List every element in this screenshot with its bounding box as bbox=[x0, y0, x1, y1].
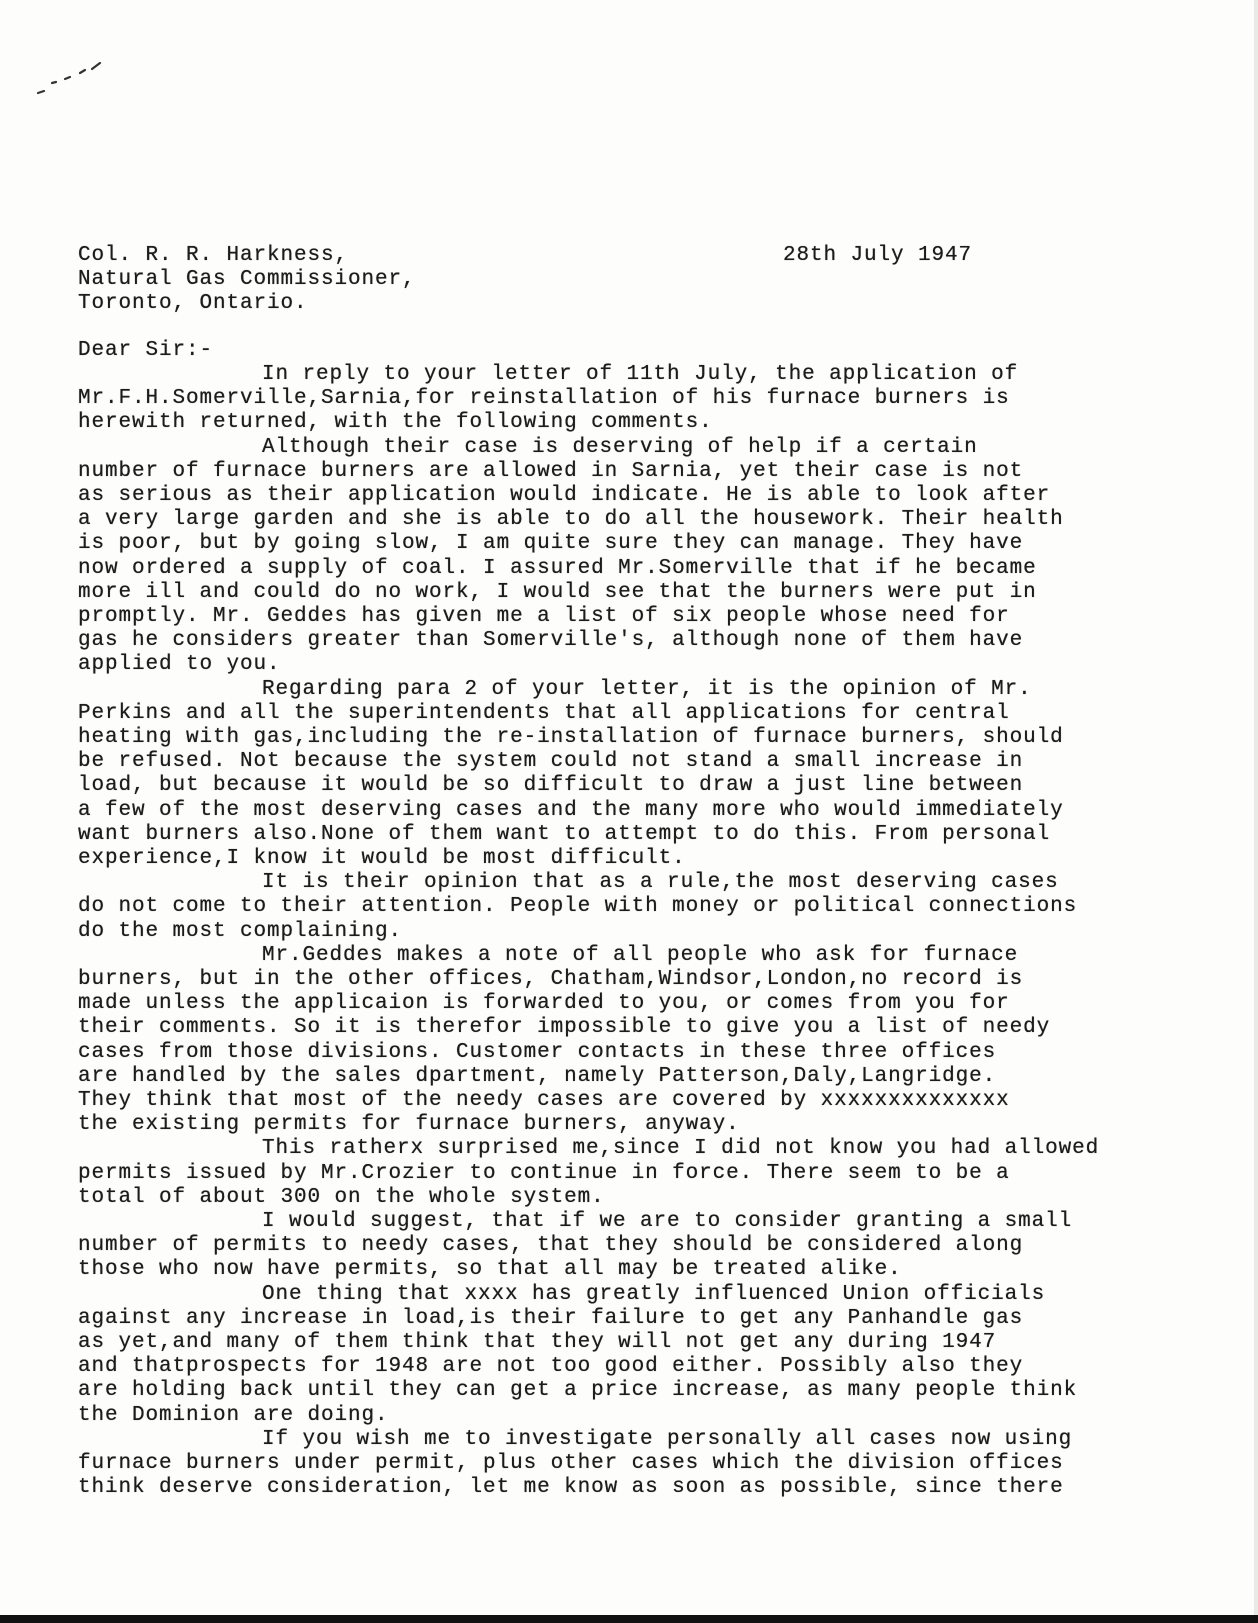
ink-specks bbox=[30, 55, 110, 105]
body-line: Mr.Geddes makes a note of all people who ask for furnace bbox=[262, 943, 1019, 967]
body-line: the existing permits for furnace burners, anyway. bbox=[78, 1113, 740, 1137]
body-line: gas he considers greater than Somerville's, although none of them have bbox=[78, 629, 1024, 653]
body-line: are holding back until they can get a price increase, as many people think bbox=[78, 1379, 1078, 1403]
body-line: I would suggest, that if we are to consider granting a small bbox=[262, 1210, 1073, 1233]
body-line: They think that most of the needy cases are covered by xxxxxxxxxxxxxx bbox=[78, 1089, 1010, 1112]
scan-edge-right bbox=[1254, 0, 1258, 1623]
body-line: number of furnace burners are allowed in Sarnia, yet their case is not bbox=[78, 459, 1024, 483]
body-line: total of about 300 on the whole system. bbox=[78, 1185, 605, 1209]
body-line: as yet,and many of them think that they will not get any during 1947 bbox=[78, 1331, 997, 1354]
body-line: want burners also.None of them want to attempt to do this. From personal bbox=[78, 822, 1051, 846]
letter-date: 28th July 1947 bbox=[783, 244, 973, 267]
body-line: and thatprospects for 1948 are not too good either. Possibly also they bbox=[78, 1355, 1024, 1379]
scan-edge-bottom bbox=[0, 1615, 1258, 1623]
recipient-line: Natural Gas Commissioner, bbox=[78, 268, 416, 291]
body-line: applied to you. bbox=[78, 653, 281, 677]
body-line: Although their case is deserving of help if a certain bbox=[262, 435, 978, 459]
body-line: is poor, but by going slow, I am quite sure they can manage. They have bbox=[78, 532, 1024, 556]
body-line: This ratherx surprised me,since I did not know you had allowed bbox=[262, 1137, 1100, 1161]
body-line: Mr.F.H.Somerville,Sarnia,for reinstallation of his furnace burners is bbox=[78, 387, 1010, 411]
body-line: burners, but in the other offices, Chatham,Windsor,London,no record is bbox=[78, 968, 1024, 991]
body-line: load, but because it would be so difficult to draw a just line between bbox=[78, 774, 1024, 798]
body-line: be refused. Not because the system could not stand a small increase in bbox=[78, 750, 1024, 774]
body-line: a few of the most deserving cases and the many more who would immediately bbox=[78, 798, 1064, 822]
body-line: are handled by the sales dpartment, namely Patterson,Daly,Langridge. bbox=[78, 1064, 997, 1088]
recipient-line: Toronto, Ontario. bbox=[78, 292, 308, 315]
body-line: their comments. So it is therefor impossible to give you a list of needy bbox=[78, 1016, 1051, 1040]
body-line: It is their opinion that as a rule,the most deserving cases bbox=[262, 871, 1059, 895]
body-line: now ordered a supply of coal. I assured Mr.Somerville that if he became bbox=[78, 556, 1037, 580]
body-line: those who now have permits, so that all may be treated alike. bbox=[78, 1258, 902, 1282]
body-line: a very large garden and she is able to do all the housework. Their health bbox=[78, 508, 1064, 532]
body-line: experience,I know it would be most difficult. bbox=[78, 847, 686, 870]
body-line: Perkins and all the superintendents that all applications for central bbox=[78, 701, 1010, 725]
body-line: made unless the applicaion is forwarded to you, or comes from you for bbox=[78, 992, 1010, 1016]
body-line: think deserve consideration, let me know as soon as possible, since there bbox=[78, 1476, 1064, 1500]
recipient-line: Col. R. R. Harkness, bbox=[78, 244, 349, 267]
body-line: cases from those divisions. Customer contacts in these three offices bbox=[78, 1040, 997, 1064]
body-line: do the most complaining. bbox=[78, 919, 403, 943]
body-line: One thing that xxxx has greatly influenced Union officials bbox=[262, 1282, 1046, 1306]
body-line: heating with gas,including the re-installation of furnace burners, should bbox=[78, 726, 1064, 749]
body-line: If you wish me to investigate personally all cases now using bbox=[262, 1427, 1073, 1451]
salutation: Dear Sir:- bbox=[78, 339, 214, 362]
body-line: In reply to your letter of 11th July, the application of bbox=[262, 363, 1019, 386]
body-line: herewith returned, with the following comments. bbox=[78, 411, 713, 435]
body-line: number of permits to needy cases, that they should be considered along bbox=[78, 1234, 1024, 1258]
body-line: permits issued by Mr.Crozier to continue in force. There seem to be a bbox=[78, 1161, 1010, 1185]
body-line: the Dominion are doing. bbox=[78, 1403, 389, 1427]
body-line: as serious as their application would indicate. He is able to look after bbox=[78, 484, 1051, 507]
body-line: do not come to their attention. People with money or political connections bbox=[78, 895, 1078, 919]
body-line: promptly. Mr. Geddes has given me a list of six people whose need for bbox=[78, 605, 1010, 628]
body-line: against any increase in load,is their failure to get any Panhandle gas bbox=[78, 1306, 1024, 1330]
body-line: Regarding para 2 of your letter, it is the opinion of Mr. bbox=[262, 677, 1032, 701]
body-line: more ill and could do no work, I would see that the burners were put in bbox=[78, 580, 1037, 604]
body-line: furnace burners under permit, plus other cases which the division offices bbox=[78, 1452, 1064, 1475]
